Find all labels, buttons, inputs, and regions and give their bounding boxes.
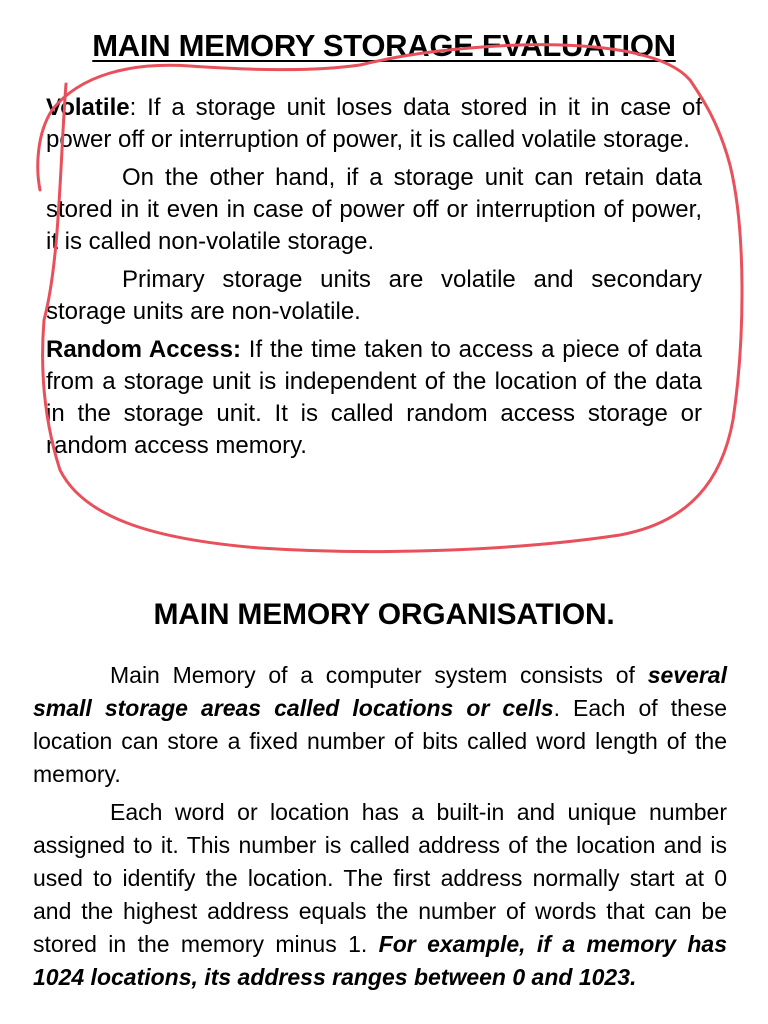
organisation-paragraph-2 [33,796,727,994]
random-access-term: Random Access: [46,336,241,363]
p2-start: Each word or location has a built-in and unique number assigned to it. This number is called address of the location and is used to identify the location. The first address normally start at 0 and the highest address equals the number of words that can be stored in the memory minus 1. [33,799,727,957]
page-title: MAIN MEMORY STORAGE EVALUATION [92,28,676,63]
random-access-paragraph [46,334,702,462]
volatile-definition: If a storage unit loses data stored in it in case of power off or interruption of power, it is called volatile storage. [46,94,702,153]
organisation-heading: MAIN MEMORY ORGANISATION. [153,598,615,631]
storage-evaluation-section [46,92,702,462]
p1-emphasis: several small storage areas called locations or cells [33,662,727,721]
p2-emphasis: For example, if a memory has 1024 locations, its address ranges between 0 and 1023. [33,931,728,990]
nonvolatile-paragraph: On the other hand, if a storage unit can retain data stored in it even in case of power off or interruption of power, it is called non-volatile storage. [46,164,702,255]
random-access-definition: If the time taken to access a piece of data from a storage unit is independent of the location of the data in the storage unit. It is called random access storage or random access memory. [46,336,702,459]
organisation-paragraph-1 [33,659,727,791]
primary-secondary-paragraph: Primary storage units are volatile and secondary storage units are non-volatile. [46,266,702,325]
memory-organisation-section [33,659,727,994]
p1-start: Main Memory of a computer system consists of [110,662,648,688]
volatile-term: Volatile [46,94,130,121]
volatile-paragraph [46,92,702,156]
volatile-separator: : [129,94,137,121]
p1-end: . Each of these location can store a fixed number of bits called word length of the memory. [33,695,727,787]
